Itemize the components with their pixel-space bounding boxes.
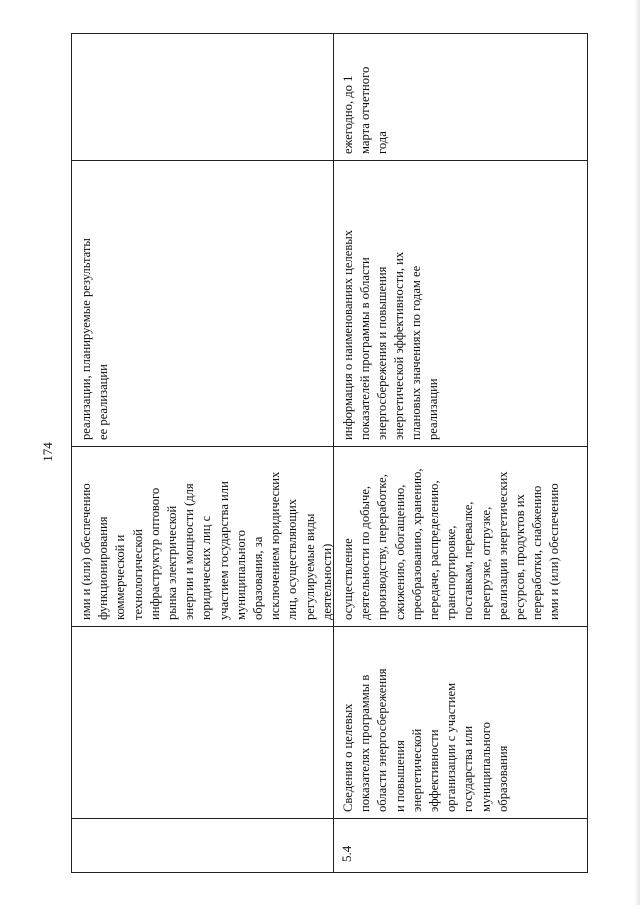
column-separator [71,160,588,161]
row2-number-cell: 5.4 [339,845,354,862]
page-number: 174 [39,442,55,462]
scan-edge [634,0,640,905]
row2-name-cell: Сведения о целевых показателях программы в области энергосбережения и повышения энергетической эффективности организации с участием государства или муниципального образования [341,668,510,812]
row2-scope-cell: осуществление деятельности по добыче, производству, переработке, сжижению, обогащению, преобразованию, хранению, передаче, распределению, транспортировке, поставкам, перевалке, перегрузке, отгрузке, реализации энергетических ресурсов, продуктов их переработки, снабжению ими и (или) обеспечению [341,468,562,620]
row1-scope-cell: ими и (или) обеспечению функционирования коммерческой и технологической инфраструктур оптового рынка электрической энергии и мощности (для юридических лиц с участием государства или муниципального образования, за исключением юридических лиц, осуществляющих регулируемые виды деятельности) [79,471,334,620]
row2-content-cell: информация о наименованиях целевых показателей программы в области энергосбережения и повышения энергетической эффективности, их плановых значениях по годам ее реализации [341,229,440,440]
column-separator [71,626,588,627]
row2-deadline-cell: ежегодно, до 1 марта отчетного года [341,66,389,154]
column-separator [71,818,588,819]
row1-content-cell: реализации, планируемые результаты ее реализации [79,238,110,440]
